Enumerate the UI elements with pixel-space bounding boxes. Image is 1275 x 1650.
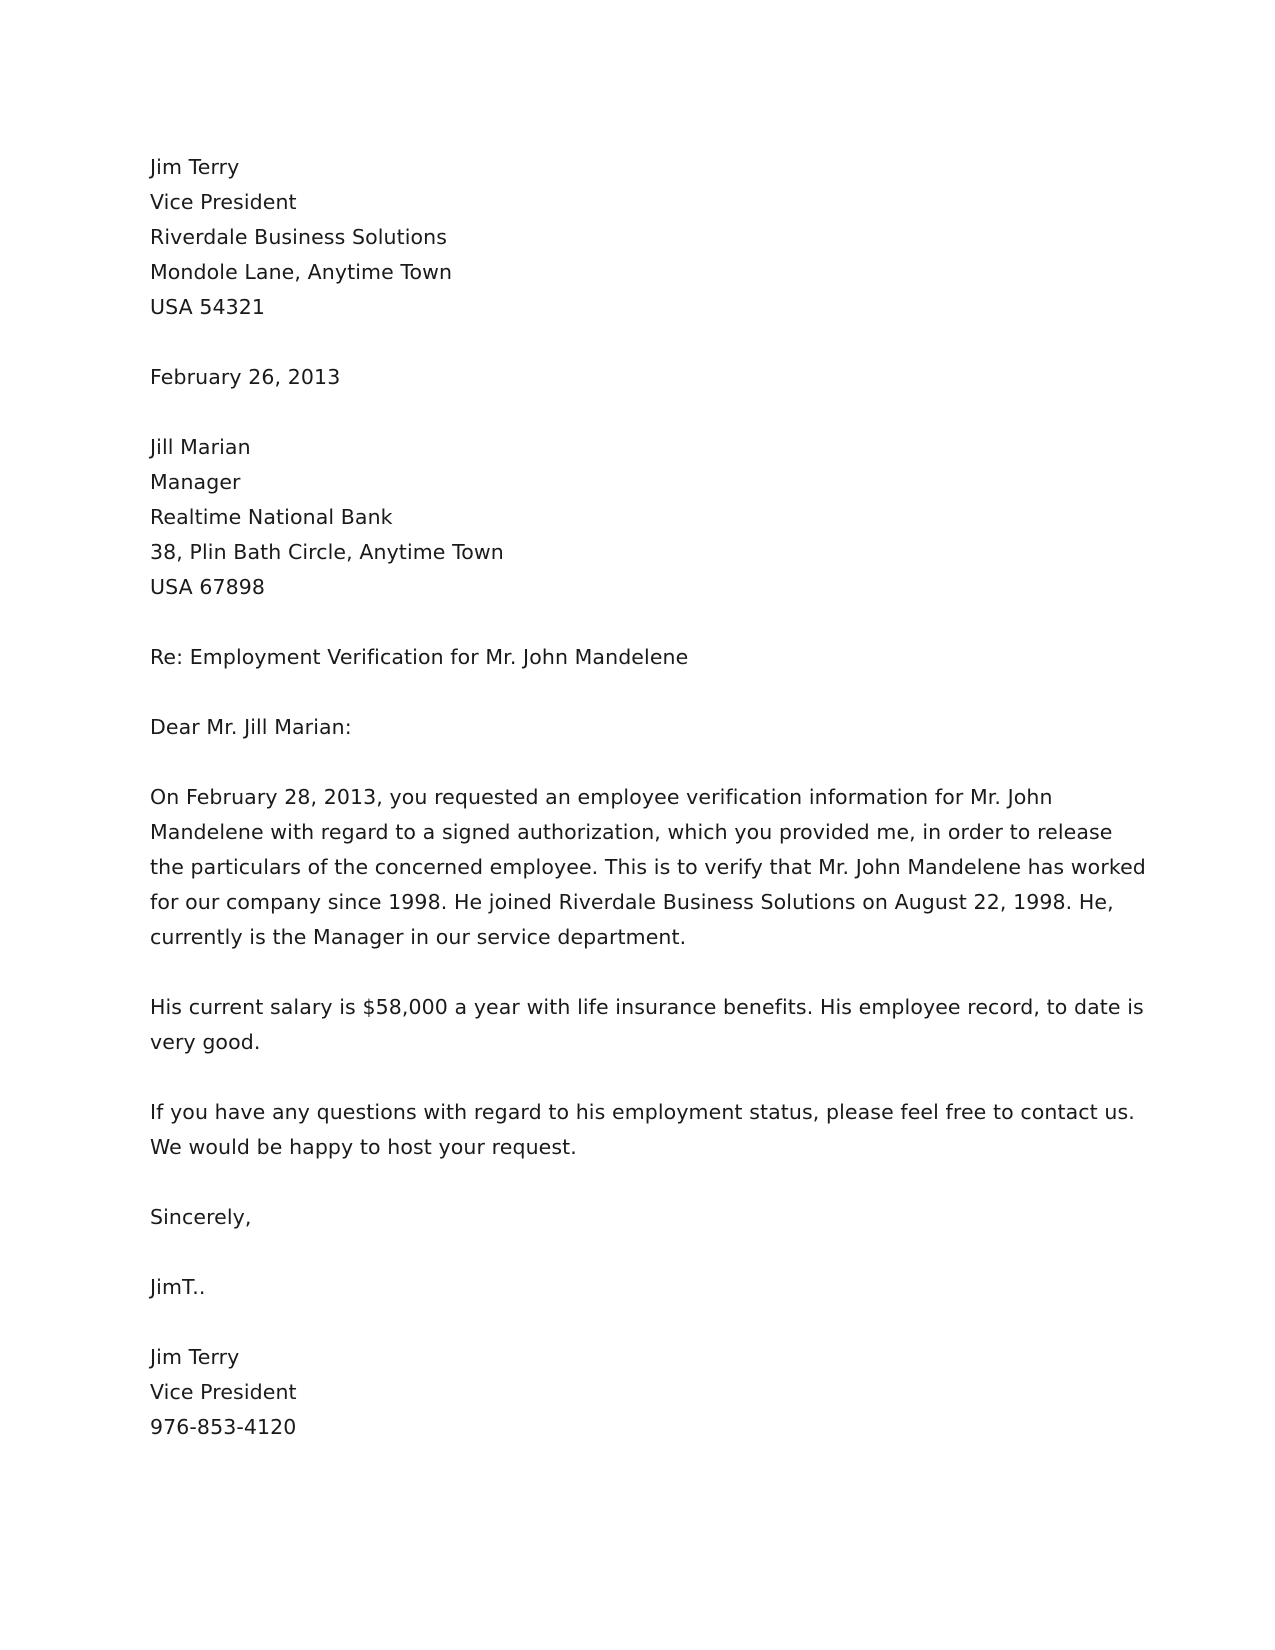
spacer	[150, 1235, 1130, 1270]
signer-name: Jim Terry	[150, 1345, 240, 1369]
body-line: for our company since 1998. He joined Riverdale Business Solutions on August 22, 1998. He,	[150, 890, 1114, 914]
recipient-title: Manager	[150, 470, 241, 494]
signer-title: Vice President	[150, 1380, 297, 1404]
body-line: We would be happy to host your request.	[150, 1135, 577, 1159]
letter-date: February 26, 2013	[150, 365, 341, 389]
sender-company: Riverdale Business Solutions	[150, 225, 448, 249]
signer-phone: 976-853-4120	[150, 1415, 297, 1439]
closing: Sincerely,	[150, 1205, 252, 1229]
spacer	[150, 1060, 1130, 1095]
body-line: His current salary is $58,000 a year with life insurance benefits. His employee record, to date is	[150, 995, 1144, 1019]
spacer	[150, 955, 1130, 990]
spacer	[150, 675, 1130, 710]
signature: JimT..	[150, 1275, 206, 1299]
recipient-country-zip: USA 67898	[150, 575, 266, 599]
salutation: Dear Mr. Jill Marian:	[150, 715, 352, 739]
sender-address: Mondole Lane, Anytime Town	[150, 260, 453, 284]
letter-content	[150, 150, 1146, 1445]
subject-line: Re: Employment Verification for Mr. John Mandelene	[150, 645, 689, 669]
sender-name: Jim Terry	[150, 155, 240, 179]
spacer	[150, 1165, 1130, 1200]
recipient-block	[150, 430, 1130, 605]
body-paragraph-3	[150, 1095, 1135, 1165]
sender-block	[150, 150, 1130, 325]
sender-title: Vice President	[150, 190, 297, 214]
body-line: If you have any questions with regard to his employment status, please feel free to contact us.	[150, 1100, 1135, 1124]
body-line: Mandelene with regard to a signed authorization, which you provided me, in order to release	[150, 820, 1113, 844]
body-line: currently is the Manager in our service department.	[150, 925, 687, 949]
spacer	[150, 1305, 1130, 1340]
spacer	[150, 605, 1130, 640]
spacer	[150, 745, 1130, 780]
body-paragraph-1	[150, 780, 1146, 955]
body-line: the particulars of the concerned employee. This is to verify that Mr. John Mandelene has worked	[150, 855, 1146, 879]
body-paragraph-2	[150, 990, 1144, 1060]
spacer	[150, 395, 1130, 430]
recipient-address: 38, Plin Bath Circle, Anytime Town	[150, 540, 504, 564]
body-line: very good.	[150, 1030, 261, 1054]
recipient-company: Realtime National Bank	[150, 505, 393, 529]
body-line: On February 28, 2013, you requested an employee verification information for Mr. John	[150, 785, 1053, 809]
signer-block	[150, 1340, 1130, 1445]
sender-country-zip: USA 54321	[150, 295, 266, 319]
spacer	[150, 325, 1130, 360]
recipient-name: Jill Marian	[150, 435, 251, 459]
